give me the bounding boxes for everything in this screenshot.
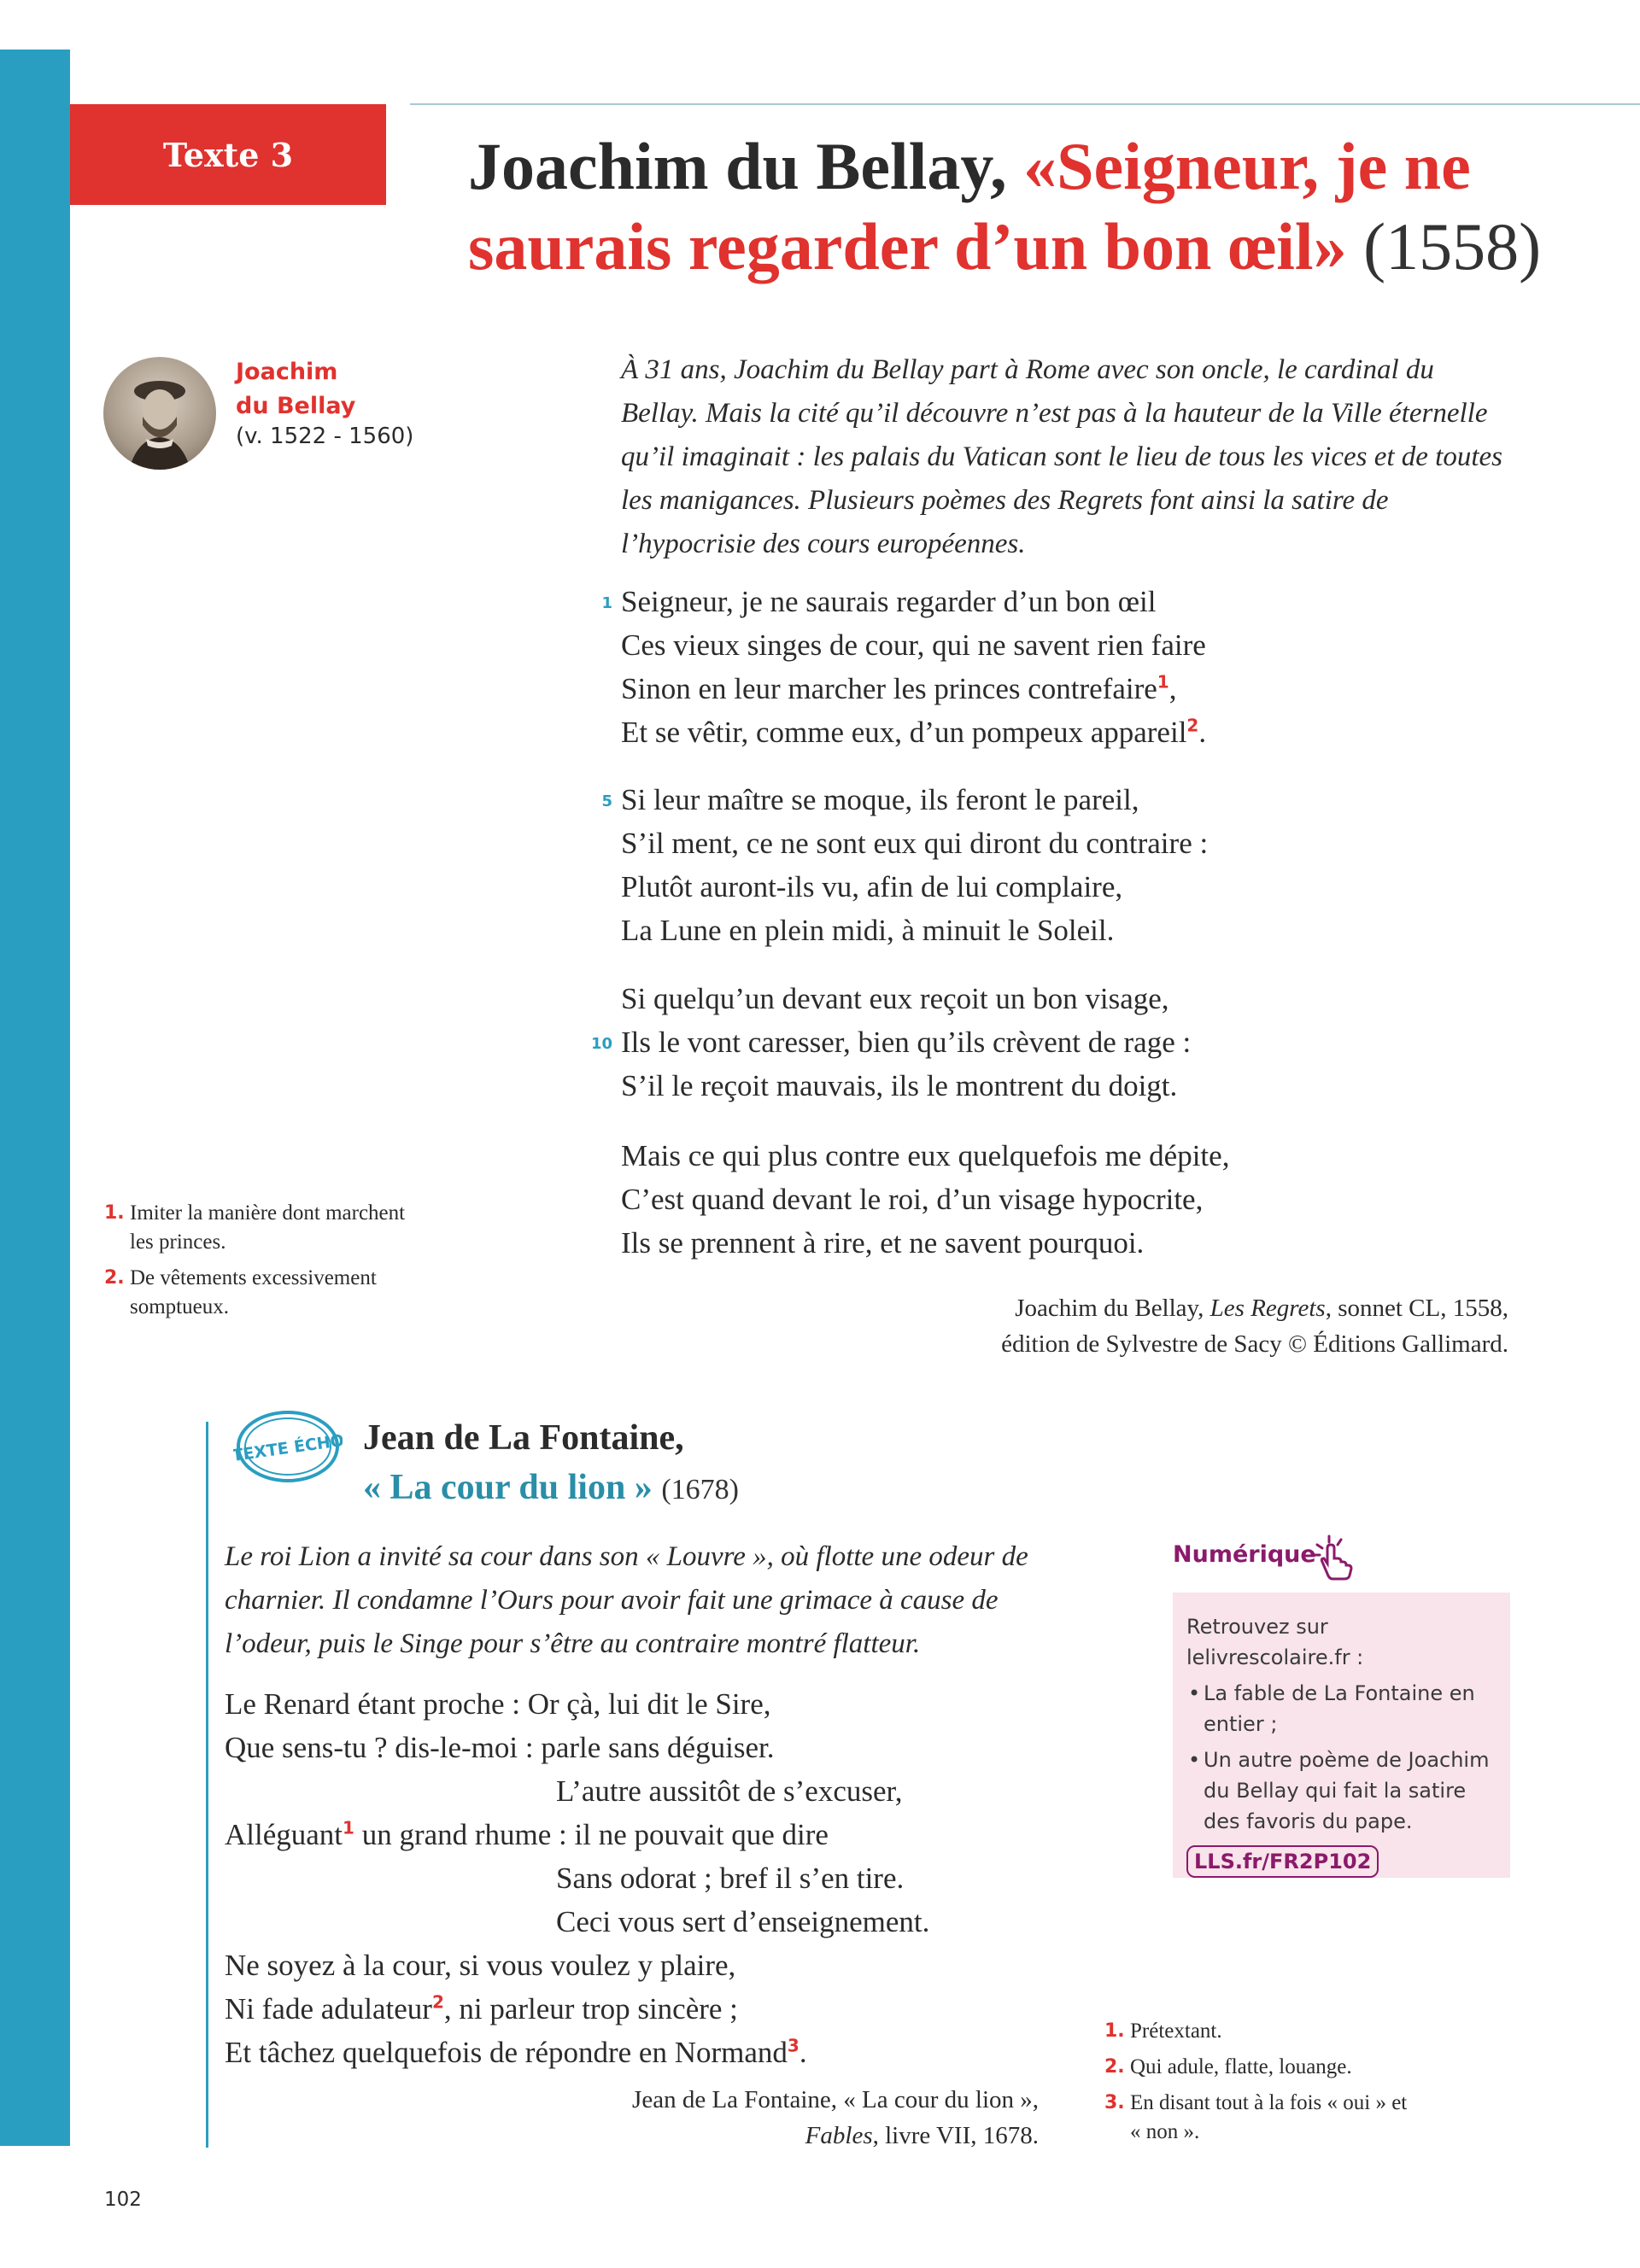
author-dates: (v. 1522 - 1560) [236,424,414,449]
poem-line [621,821,1208,865]
poem-line [621,865,1208,909]
poem-line [621,710,1206,754]
author-name [236,355,355,424]
stamp-icon [233,1409,343,1484]
verse-text: S’il le reçoit mauvais, ils le montrent du doigt. [621,1069,1178,1102]
footnote-text: De vêtements excessivement somptueux. [130,1266,377,1318]
left-color-bar [0,50,70,2146]
verse-text: La Lune en plein midi, à minuit le Soleil. [621,914,1115,947]
footnote-mark[interactable]: 1 [1157,671,1169,693]
footnote-mark[interactable]: 2 [1186,715,1199,736]
verse-text: Seigneur, je ne saurais regarder d’un bon œil [621,585,1157,618]
echo-title-year: (1678) [661,1474,739,1505]
verse-text: Ils se prennent à rire, et ne savent pourquoi. [621,1226,1145,1260]
footnote [104,1199,412,1257]
poem-line [621,909,1208,952]
poem-line [601,580,1206,623]
verse-punctuation: . [799,2036,807,2069]
verse-text: Si quelqu’un devant eux reçoit un bon visage, [621,982,1169,1015]
footnote-number: 2. [1104,2056,1125,2078]
poem-line [621,1221,1229,1265]
hand-pointer-icon [1309,1533,1356,1581]
verse-punctuation: , [1168,672,1177,705]
verse-text: Mais ce qui plus contre eux quelquefois me dépite, [621,1139,1230,1172]
numerique-heading: Numérique [1173,1541,1316,1568]
text-number-tag [70,104,386,205]
fable-line [225,1813,929,1856]
page-number: 102 [104,2189,142,2211]
verse-text: Sinon en leur marcher les princes contrefaire [621,672,1157,705]
poem-line [621,1178,1229,1221]
source-details: , sonnet CL, 1558, [1325,1295,1508,1322]
verse-text: Ni fade adulateur [225,1992,432,2025]
poem-stanza-1 [601,580,1207,754]
footnote-mark[interactable]: 1 [343,1817,354,1838]
poem-line [621,623,1206,667]
footnote-mark[interactable]: 3 [787,2035,800,2056]
verse-text: Si leur maître se moque, ils feront le pareil, [621,783,1139,816]
footnote [1104,2017,1412,2046]
numerique-intro: Retrouvez sur lelivrescolaire.fr : [1186,1615,1364,1669]
verse-text: Ces vieux singes de cour, qui ne savent rien faire [621,628,1206,662]
echo-source-citation [632,2082,1039,2154]
echo-rule [206,1422,208,2148]
header-rule [410,103,1640,105]
poem-stanza-3 [590,977,1192,1108]
stamp-label: TEXTE ÉCHO [233,1430,343,1466]
page-title [468,126,1596,287]
title-author: Joachim du Bellay, [468,129,1024,203]
echo-title-work: « La cour du lion » [363,1468,653,1507]
fable-line: Le Renard étant proche : Or çà, lui dit le Sire, [225,1687,771,1721]
numerique-item: • Un autre poème de Joachim du Bellay qui fait la satire des favoris du pape. [1186,1745,1495,1837]
author-name-line2: du Bellay [236,393,356,419]
poem-stanza-4 [621,1134,1229,1265]
footnote-text: En disant tout à la fois « oui » et « non ». [1130,2091,1408,2143]
source-author: Joachim du Bellay, [1015,1295,1210,1322]
verse-text: C’est quand devant le roi, d’un visage hypocrite, [621,1183,1204,1216]
poem-line [601,778,1208,821]
fable-line: Ne soyez à la cour, si vous voulez y plaire, [225,1949,736,1982]
fable-line: Sans odorat ; bref il s’en tire. [556,1862,905,1895]
footnotes-echo [1104,2017,1412,2154]
source-edition: édition de Sylvestre de Sacy © Éditions Gallimard. [1001,1330,1508,1358]
poem-stanza-2 [601,778,1209,952]
numerique-item: • La fable de La Fontaine en entier ; [1186,1678,1495,1739]
poem-line [590,1020,1192,1064]
echo-source-details: , livre VII, 1678. [872,2122,1039,2149]
verse-text: , ni parleur trop sincère ; [443,1992,738,2025]
footnote-text: Qui adule, flatte, louange. [1130,2055,1352,2078]
title-work: «Seigneur, je ne saurais regarder d’un bon œil» [468,129,1471,284]
fable-line [225,2031,929,2074]
author-portrait [103,357,216,470]
fable-line [225,1987,929,2031]
tap-hand-icon [1309,1533,1356,1581]
numerique-list [1186,1678,1495,1837]
author-name-line1: Joachim [236,359,338,385]
line-number: 5 [601,792,612,810]
poem-line [621,667,1206,710]
footnotes-text3 [104,1199,412,1329]
verse-text: Ils le vont caresser, bien qu’ils crèvent de rage : [621,1026,1192,1059]
footnote-number: 3. [1104,2092,1125,2113]
verse-text: Et se vêtir, comme eux, d’un pompeux appareil [621,716,1187,749]
portrait-engraving-icon [103,357,216,470]
echo-source-author: Jean de La Fontaine, « La cour du lion », [632,2086,1039,2113]
fable-line: Que sens-tu ? dis-le-moi : parle sans déguiser. [225,1731,775,1764]
echo-intro: Le roi Lion a invité sa cour dans son « Louvre », où flotte une odeur de charnier. Il condamne l’Ours pour avoir fait une grimace à cause de l’odeur, puis le Singe pour s’être au contraire montré flatteur. [225,1541,1028,1659]
poem-line [621,1064,1191,1108]
verse-text: Plutôt auront-ils vu, afin de lui complaire, [621,870,1123,903]
verse-text: un grand rhume : il ne pouvait que dire [354,1818,829,1851]
poem-line [621,977,1191,1020]
numerique-link[interactable]: LLS.fr/FR2P102 [1186,1845,1379,1878]
verse-text: Alléguant [225,1818,343,1851]
source-citation [1001,1290,1508,1362]
texte-echo-stamp [233,1409,343,1484]
footnote [104,1264,412,1322]
poem-line [621,1134,1229,1178]
intro-paragraph: À 31 ans, Joachim du Bellay part à Rome avec son oncle, le cardinal du Bellay. Mais la cité qu’il découvre n’est pas à la hauteur de la Ville éternelle qu’il imaginait : les palais du Vatican sont le lieu de tous les vices et de toutes les manigances. Plusieurs poèmes des Regrets font ainsi la satire de l’hypocrisie des cours européennes. [621,354,1503,559]
line-number: 1 [601,594,612,612]
fable-line: L’autre aussitôt de s’excuser, [556,1774,903,1808]
footnote [1104,2089,1412,2147]
echo-title [363,1413,739,1515]
numerique-box [1173,1593,1510,1878]
verse-text: S’il ment, ce ne sont eux qui diront du contraire : [621,827,1209,860]
verse-text: Et tâchez quelquefois de répondre en Normand [225,2036,788,2069]
line-number: 10 [590,1035,612,1053]
footnote-number: 1. [104,1202,125,1224]
footnote-mark[interactable]: 2 [431,1991,444,2013]
fable-line: Ceci vous sert d’enseignement. [556,1905,930,1938]
footnote-number: 1. [1104,2020,1125,2042]
footnote [1104,2053,1412,2082]
footnote-number: 2. [104,1267,125,1289]
source-work: Les Regrets [1210,1295,1326,1322]
footnote-text: Imiter la manière dont marchent les princes. [130,1201,406,1254]
tag-label: Texte 3 [162,135,294,174]
verse-punctuation: . [1198,716,1207,749]
fable-text [225,1682,929,2074]
title-year: (1558) [1363,209,1542,284]
footnote-text: Prétextant. [1130,2020,1222,2043]
echo-source-work: Fables [805,2122,873,2149]
echo-title-author: Jean de La Fontaine, [363,1418,684,1458]
